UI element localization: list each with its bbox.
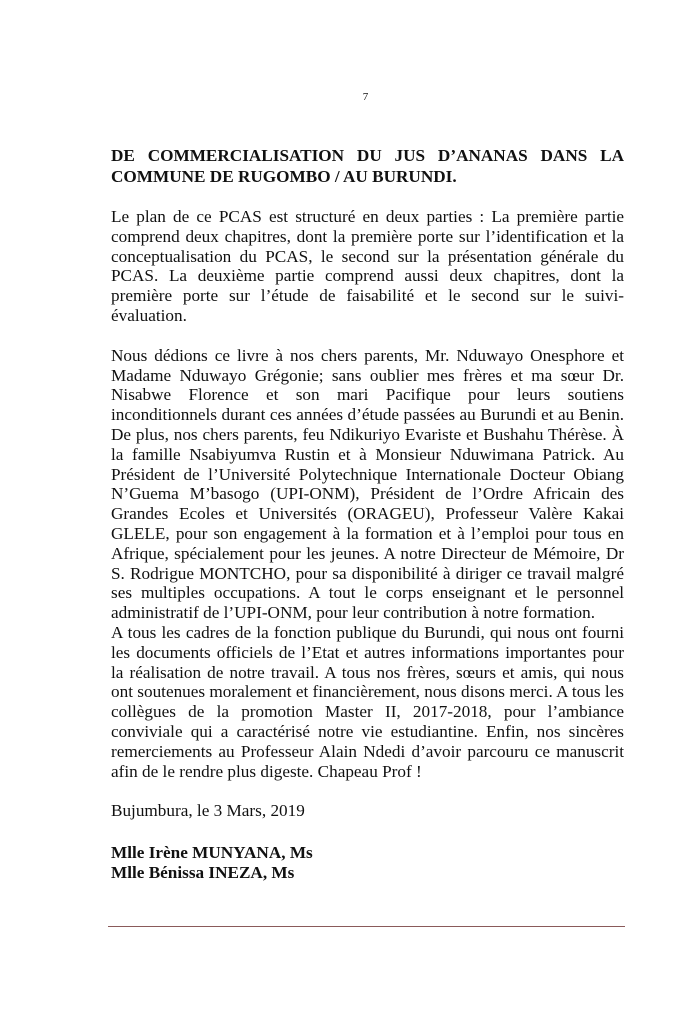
paragraph-dedication: Nous dédions ce livre à nos chers parents, Mr. Nduwayo Onesphore et Madame Nduwayo Grégonie; sans oublier mes frères et ma sœur Dr. Nisabwe Florence et son mari Pacifique pour leurs soutiens inconditionnels durant ces années d’étude passées au Burundi et au Benin. De plus, nos chers parents, feu Ndikuriyo Evariste et Bushahu Thérèse. À la famille Nsabiyumva Rustin et à Monsieur Nduwimana Patrick. Au Président de l’Université Polytechnique Internationale Docteur Obiang N’Guema M’basogo (UPI-ONM), Président de l’Ordre Africain des Grandes Ecoles et Universités (ORAGEU), Professeur Valère Kakai GLELE, pour son engagement à la formation et à l’emploi pour tous en Afrique, spécialement pour les jeunes. A notre Directeur de Mémoire, Dr S. Rodrigue MONTCHO, pour sa disponibilité à diriger ce travail malgré ses multiples occupations. A tout le corps enseignant et le personnel administratif de l’UPI-ONM, pour leur contribution à notre formation.	[111, 345, 624, 623]
signature-1: Mlle Irène MUNYANA, Ms	[111, 843, 313, 863]
section-title-line-1: DE COMMERCIALISATION DU JUS D’ANANAS DANS LA	[111, 146, 624, 165]
document-body	[111, 145, 624, 883]
paragraph-acknowledgements: A tous les cadres de la fonction publique du Burundi, qui nous ont fourni les documents officiels de l’Etat et autres informations importantes pour la réalisation de notre travail. A tous nos frères, sœurs et amis, qui nous ont soutenues moralement et financièrement, nous disons merci. A tous les collègues de la promotion Master II, 2017-2018, pour l’ambiance conviviale qui a caractérisé notre vie estudiantine. Enfin, nos sincères remerciements au Professeur Alain Ndedi d’avoir parcouru ce manuscrit afin de le rendre plus digeste. Chapeau Prof !	[111, 622, 624, 781]
signature-2: Mlle Bénissa INEZA, Ms	[111, 863, 295, 883]
date-line: Bujumbura, le 3 Mars, 2019	[111, 801, 305, 821]
footer-divider	[108, 926, 625, 927]
page-number: 7	[362, 91, 369, 103]
section-title-line-2: COMMUNE DE RUGOMBO / AU BURUNDI.	[111, 167, 457, 186]
paragraph-plan: Le plan de ce PCAS est structuré en deux parties : La première partie comprend deux chapitres, dont la première porte sur l’identification et la conceptualisation du PCAS, le second sur la présentation générale du PCAS. La deuxième partie comprend aussi deux chapitres, dont la première porte sur l’étude de faisabilité et le second sur le suivi-évaluation.	[111, 207, 624, 325]
section-title	[111, 145, 624, 187]
